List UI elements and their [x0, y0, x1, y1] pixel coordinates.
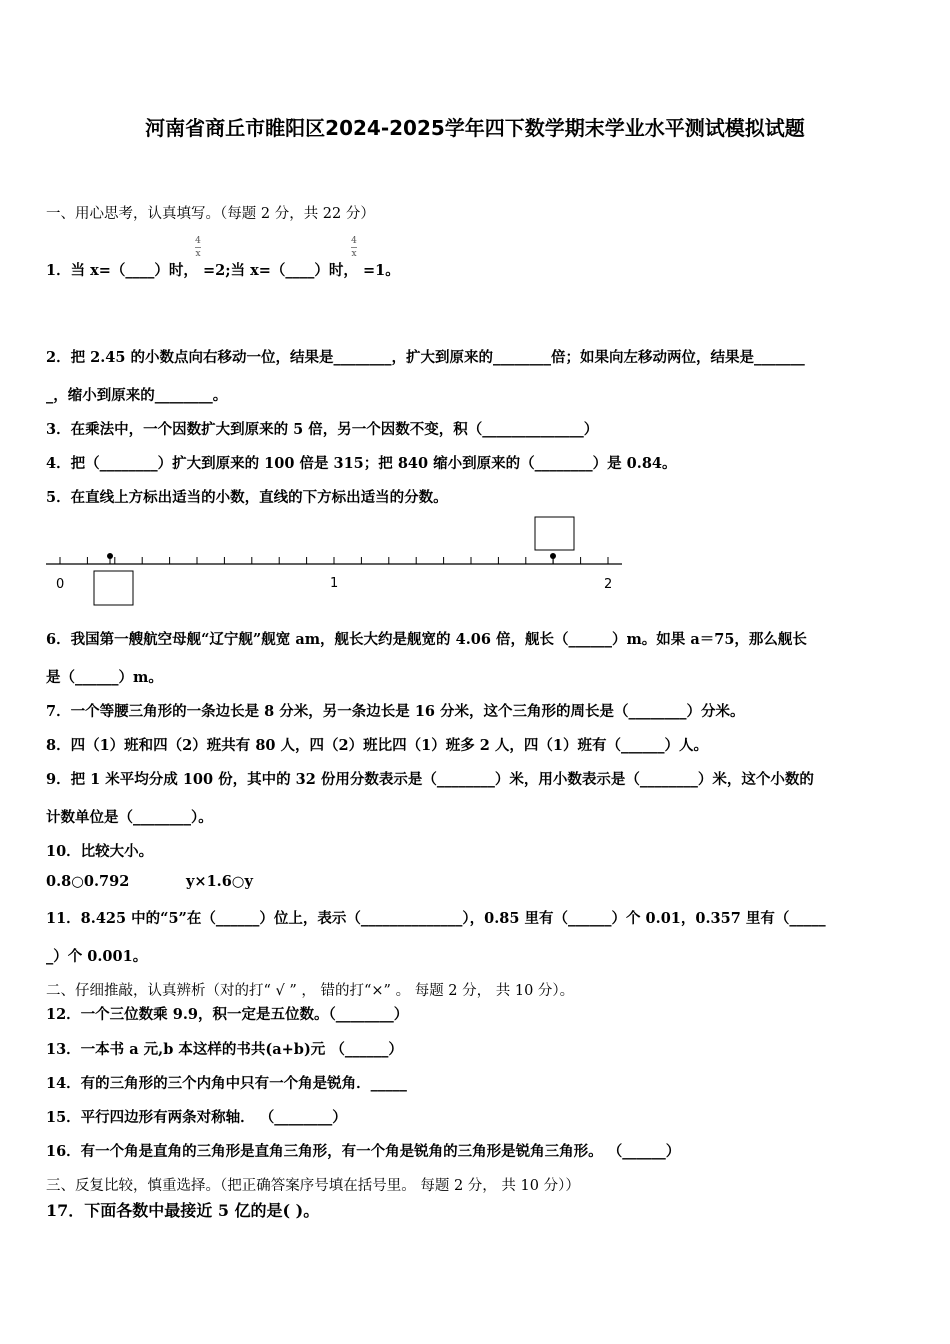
question-12: 12．一个三位数乘 9.9，积一定是五位数。（________）	[46, 1006, 409, 1023]
question-14: 14．有的三角形的三个内角中只有一个角是锐角．_____	[46, 1075, 407, 1092]
question-6-cont: 是（______）m。	[46, 669, 163, 686]
question-17: 17．下面各数中最接近 5 亿的是( )。	[46, 1201, 320, 1220]
question-4: 4．把（________）扩大到原来的 100 倍是 315；把 840 缩小到原来的（________）是 0.84。	[46, 455, 677, 472]
question-11-cont: _）个 0.001。	[46, 948, 148, 965]
question-15: 15．平行四边形有两条对称轴． （________）	[46, 1109, 347, 1126]
compare-item-2: y×1.6○y	[186, 873, 253, 890]
question-11: 11．8.425 中的“5”在（______）位上，表示（______________），0.85 里有（______）个 0.01，0.357 里有（_____	[46, 910, 826, 927]
answer-box-lower[interactable]	[94, 571, 133, 605]
tick-label-2: 2	[604, 577, 613, 592]
page-title: 河南省商丘市睢阳区2024-2025学年四下数学期末学业水平测试模拟试题	[145, 116, 805, 140]
tick-label-1: 1	[330, 576, 339, 591]
question-2-cont: _，缩小到原来的________。	[46, 387, 228, 404]
answer-box-upper[interactable]	[535, 517, 574, 550]
number-line-figure	[0, 510, 950, 610]
question-1: 1．当 x=（____）时， =2;当 x=（____）时， =1。	[46, 262, 400, 279]
fraction-4-over-x	[195, 236, 201, 259]
question-9: 9．把 1 米平均分成 100 份，其中的 32 份用分数表示是（________）米，用小数表示是（________）米，这个小数的	[46, 771, 814, 788]
question-13: 13．一本书 a 元,b 本这样的书共(a+b)元 （______）	[46, 1041, 403, 1058]
question-2: 2．把 2.45 的小数点向右移动一位，结果是________，扩大到原来的________倍；如果向左移动两位，结果是_______	[46, 349, 805, 366]
section-3-heading: 三、反复比较，慎重选择。（把正确答案序号填在括号里。 每题 2 分， 共 10 分））	[46, 1178, 580, 1194]
question-7: 7．一个等腰三角形的一条边长是 8 分米，另一条边长是 16 分米，这个三角形的周长是（________）分米。	[46, 703, 745, 720]
fraction-4-over-x	[351, 236, 357, 259]
fraction-denominator: x	[351, 249, 357, 259]
number-line-ticks	[60, 557, 608, 564]
question-10: 10．比较大小。	[46, 843, 154, 860]
question-9-cont: 计数单位是（________）。	[46, 809, 213, 826]
fraction-numerator: 4	[195, 236, 201, 246]
section-2-heading: 二、仔细推敲，认真辨析（对的打“ √ ” ， 错的打“×” 。 每题 2 分， 共 10 分）。	[46, 983, 575, 999]
question-8: 8．四（1）班和四（2）班共有 80 人，四（2）班比四（1）班多 2 人，四（1）班有（______）人。	[46, 737, 708, 754]
tick-label-0: 0	[56, 577, 65, 592]
compare-item-1: 0.8○0.792	[46, 873, 130, 890]
fraction-numerator: 4	[351, 236, 357, 246]
fraction-denominator: x	[195, 249, 201, 259]
question-3: 3．在乘法中，一个因数扩大到原来的 5 倍，另一个因数不变，积（______________）	[46, 421, 599, 438]
question-16: 16．有一个角是直角的三角形是直角三角形，有一个角是锐角的三角形是锐角三角形。 （______）	[46, 1143, 681, 1160]
section-1-heading: 一、用心思考，认真填写。（每题 2 分，共 22 分）	[46, 206, 375, 222]
question-5: 5．在直线上方标出适当的小数，直线的下方标出适当的分数。	[46, 489, 448, 506]
question-6: 6．我国第一艘航空母舰“辽宁舰”舰宽 am，舰长大约是舰宽的 4.06 倍，舰长（______）m。如果 a＝75，那么舰长	[46, 631, 807, 648]
